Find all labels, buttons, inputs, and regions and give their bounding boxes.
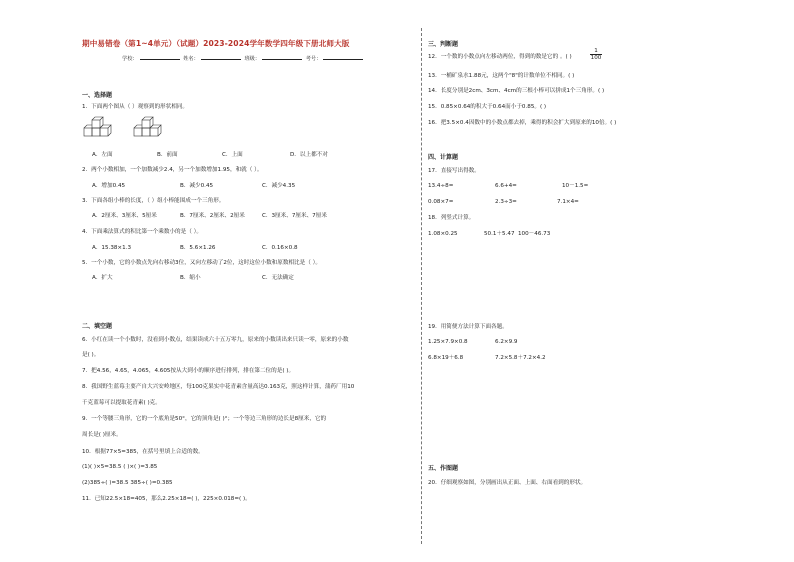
question-15: 15．0.85×0.64的积大于0.64而小于0.85。( ) bbox=[428, 104, 547, 110]
name-blank[interactable] bbox=[201, 54, 241, 60]
question-20: 20．仔细观察如图，分别画出从正面、上面、右面看到的形状。 bbox=[428, 480, 587, 486]
q4-option-b[interactable]: B．5.6×1.26 bbox=[180, 245, 216, 251]
simplify-item: 6.2×9.9 bbox=[495, 339, 518, 345]
q5-option-c[interactable]: C．无法确定 bbox=[262, 275, 294, 281]
question-4: 4．下面乘法算式的积比第一个乘数小的是（ ）。 bbox=[82, 229, 203, 235]
vertical-calc-item: 50.1＋5.47 bbox=[484, 231, 515, 237]
q2-option-b[interactable]: B．减少0.45 bbox=[180, 183, 214, 189]
exam-number-blank[interactable] bbox=[323, 54, 363, 60]
question-9-line2: 周长是( )厘米。 bbox=[82, 432, 122, 438]
question-6-line2: 是( )。 bbox=[82, 352, 100, 358]
class-blank[interactable] bbox=[262, 54, 302, 60]
school-blank[interactable] bbox=[140, 54, 180, 60]
q1-option-d[interactable]: D．以上都不对 bbox=[290, 152, 328, 158]
question-7: 7．把4.56，4.65，4.065，4.605按从大到小的顺序进行排列，排在第二位的是( )。 bbox=[82, 368, 295, 374]
section-calc-title: 四、计算题 bbox=[428, 154, 459, 161]
name-label: 姓名： bbox=[183, 56, 199, 62]
cube-figures-icon bbox=[82, 116, 172, 140]
calc-item: 7.1×4= bbox=[557, 199, 579, 205]
question-13: 13．一桶矿泉水1.88元，这两个"8"的计数单位不相同。( ) bbox=[428, 73, 575, 79]
simplify-item: 7.2×5.8＋7.2×4.2 bbox=[495, 355, 546, 361]
column-divider bbox=[421, 28, 422, 544]
class-label: 班级： bbox=[244, 56, 261, 62]
question-16: 16．把3.5×0.4因数中的小数点都去掉，乘得的积会扩大到原来的10倍。( ) bbox=[428, 120, 617, 126]
q2-option-a[interactable]: A．增加0.45 bbox=[92, 183, 126, 189]
question-2: 2．两个小数相加，一个加数减少2.4，另一个加数增加1.95，和就（ ）。 bbox=[82, 167, 263, 173]
q3-option-a[interactable]: A．2厘米、3厘米、5厘米 bbox=[92, 213, 157, 219]
q5-option-a[interactable]: A．扩大 bbox=[92, 275, 113, 281]
calc-item: 10－1.5= bbox=[562, 183, 589, 189]
exam-number-label: 考号： bbox=[305, 56, 322, 62]
question-12: 12．一个数的小数点向左移动两位，得到的数是它的 。( ) bbox=[428, 54, 572, 60]
question-8-line2: 千克蓝莓可以提取花青素( )克。 bbox=[82, 400, 161, 406]
vertical-calc-item: 1.08×0.25 bbox=[428, 231, 458, 237]
exam-title: 期中易错卷（第1~4单元）（试题）2023-2024学年数学四年级下册北师大版 bbox=[82, 39, 350, 48]
calc-item: 0.08×7= bbox=[428, 199, 454, 205]
question-11: 11．已知22.5×18=405，那么2.25×18=( )，225×0.018=( )。 bbox=[82, 496, 251, 502]
question-17: 17．直接写出得数。 bbox=[428, 168, 480, 174]
question-1: 1．下面两个图从（ ）观察到的形状相同。 bbox=[82, 104, 189, 110]
vertical-calc-item: 100－46.73 bbox=[518, 231, 551, 237]
question-5: 5．一个小数，它的小数点先向右移动3位，又向左移动了2位，这时这位小数和原数相比是（ ）。 bbox=[82, 260, 321, 266]
q1-option-c[interactable]: C．上面 bbox=[222, 152, 243, 158]
calc-item: 13.4÷8= bbox=[428, 183, 454, 189]
q5-option-b[interactable]: B．缩小 bbox=[180, 275, 201, 281]
section-choice-title: 一、选择题 bbox=[82, 92, 113, 99]
calc-item: 6.6+4= bbox=[495, 183, 517, 189]
q3-option-b[interactable]: B．7厘米、2厘米、2厘米 bbox=[180, 213, 245, 219]
q3-option-c[interactable]: C．3厘米、7厘米、7厘米 bbox=[262, 213, 327, 219]
section-drawing-title: 五、作图题 bbox=[428, 465, 459, 472]
fraction-numerator: 1 bbox=[594, 48, 598, 54]
question-10: 10．根据77×5=385，在括号里填上合适的数。 bbox=[82, 449, 204, 455]
q4-option-c[interactable]: C．0.16×0.8 bbox=[262, 245, 298, 251]
q1-option-b[interactable]: B．前面 bbox=[157, 152, 178, 158]
calc-item: 2.3÷3= bbox=[495, 199, 517, 205]
simplify-item: 1.25×7.9×0.8 bbox=[428, 339, 468, 345]
q2-option-c[interactable]: C．减少4.35 bbox=[262, 183, 296, 189]
question-6-line1: 6．小红在读一个小数时，没看到小数点，结果读成六十五万零九，原来的小数读出来只读一零，原来的小数 bbox=[82, 337, 349, 343]
question-19: 19．用简便方法计算下面各题。 bbox=[428, 324, 508, 330]
question-10-part1: (1)( )×5=38.5 ( )×( )=3.85 bbox=[82, 464, 158, 470]
question-9-line1: 9．一个等腰三角形，它的一个底角是50°，它的顶角是( )°；一个等边三角形的边长是8厘米，它的 bbox=[82, 416, 327, 422]
question-14: 14．长度分别是2cm、3cm、4cm的三根小棒可以拼成1个三角形。( ) bbox=[428, 88, 605, 94]
question-10-part2: (2)385÷( )=38.5 385÷( )=0.385 bbox=[82, 480, 173, 486]
question-8-line1: 8．我国野生蓝莓主要产自大兴安岭地区，每100克果实中花青素含量高达0.163克，照这样计算，蒲药厂用10 bbox=[82, 384, 355, 390]
q1-option-a[interactable]: A．左面 bbox=[92, 152, 113, 158]
fraction-denominator: 100 bbox=[590, 55, 602, 61]
question-3: 3．下面各组小棒的长度，（ ）组小棒能围成一个三角形。 bbox=[82, 198, 225, 204]
student-info-row bbox=[122, 54, 365, 63]
section-fill-title: 二、填空题 bbox=[82, 323, 113, 330]
school-label: 学校： bbox=[122, 56, 138, 62]
section-judge-title: 三、判断题 bbox=[428, 41, 459, 48]
q4-option-a[interactable]: A．15.38×1.3 bbox=[92, 245, 132, 251]
simplify-item: 6.8×19＋6.8 bbox=[428, 355, 464, 361]
question-18: 18．列竖式计算。 bbox=[428, 215, 475, 221]
fraction-one-hundredth bbox=[590, 48, 602, 61]
